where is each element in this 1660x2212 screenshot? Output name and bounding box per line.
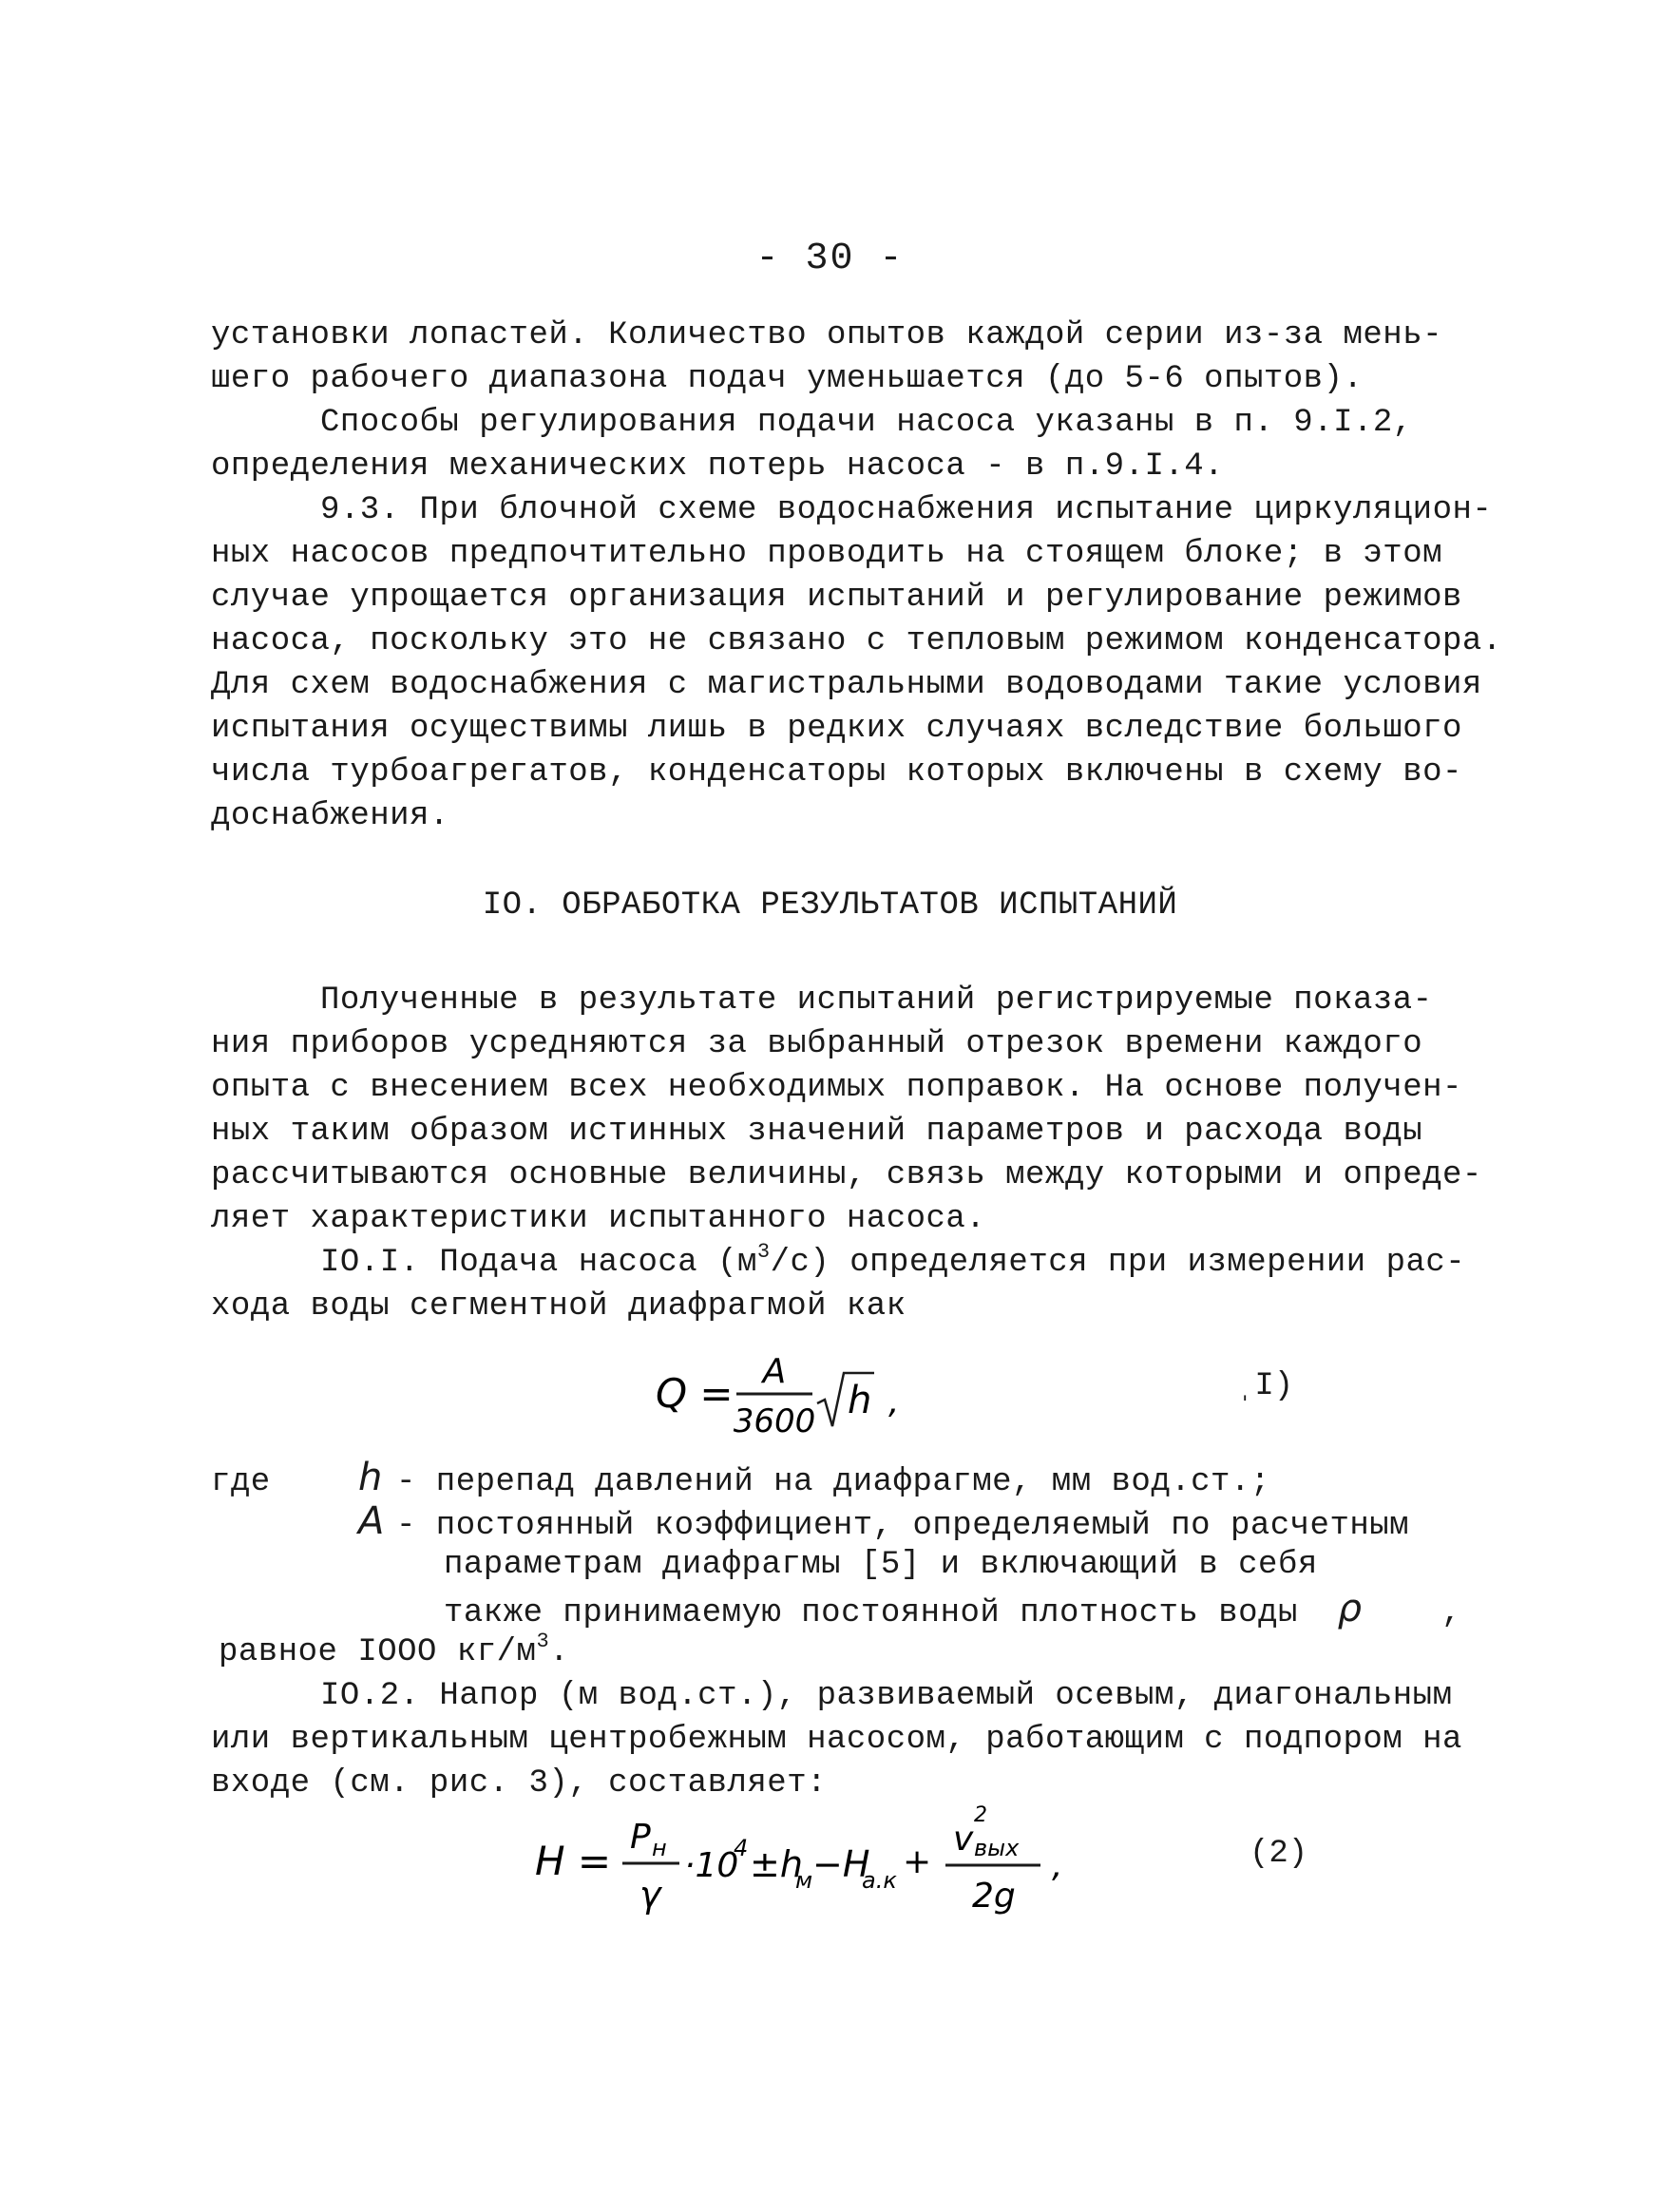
text-line: ных таким образом истинных значений параметров и расхода воды [211,1114,1423,1150]
f2-numerator: v [953,1820,974,1859]
superscript: 3 [536,1630,550,1653]
def-text: - постоянный коэффициент, определяемый по расчетным [396,1508,1410,1544]
paragraph-processing [211,979,1482,1328]
formula-2 [527,1801,1135,1924]
formula-pm: ±h [750,1843,803,1885]
text-line: ния приборов усредняются за выбранный отрезок времени каждого [211,1026,1423,1062]
formula-comma: , [1052,1846,1063,1885]
text-line: случае упрощается организация испытаний и регулирование режимов [211,580,1462,616]
f1-numerator: P [630,1818,651,1857]
paragraph-head [211,1674,1462,1805]
symbol-h: h [358,1456,383,1499]
text-line: насоса, поскольку это не связано с тепловым режимом конденсатора. [211,623,1502,659]
def-text: равное IOOO кг/м [219,1634,537,1670]
equation-number-2: (2) [1250,1836,1308,1872]
formula-mid: ·10 [684,1846,739,1885]
formula-minus-sub: a.к [862,1867,897,1894]
text-line: 9.3. При блочной схеме водоснабжения испытание циркуляцион- [320,492,1493,528]
text-line: шего рабочего диапазона подач уменьшается (до 5-6 опытов). [211,361,1364,397]
text-line: определения механических потерь насоса - в п.9.I.4. [211,448,1225,485]
text-line: входе (см. рис. 3), составляет: [211,1765,828,1802]
equation-number-1: ˌI) [1235,1368,1294,1404]
f2-denominator: 2g [972,1877,1016,1916]
formula-denominator: 3600 [733,1402,816,1440]
f1-denominator: γ [639,1874,661,1916]
def-text: . [549,1634,570,1670]
def-line-h [211,1456,1408,1499]
text-line: Полученные в результате испытаний регистрируемые показа- [320,982,1433,1019]
text-line: рассчитываются основные величины, связь между которыми и опреде- [211,1157,1482,1193]
f1-numerator-sub: н [652,1835,667,1861]
def-line [211,1587,1462,1631]
text-line: испытания осуществимы лишь в редких случаях вследствие большого [211,711,1462,747]
page-number: - 30 - [755,238,905,280]
superscript: 3 [756,1240,771,1264]
text-line: Способы регулирования подачи насоса указаны в п. 9.I.2, [320,405,1413,441]
paragraph-continuation [211,314,1502,838]
formula-radicand: h [848,1379,872,1422]
text-line: хода воды сегментной диафрагмой как [211,1288,906,1325]
formula-mid-sup: 4 [734,1835,749,1861]
text-line: ляет характеристики испытанного насоса. [211,1201,986,1237]
formula-plus: + [903,1842,932,1881]
formula-pm-sub: м [795,1867,813,1894]
def-text: также принимаемую постоянной плотность воды [444,1595,1298,1631]
text-line: числа турбоагрегатов, конденсаторы которых включены в схему во- [211,754,1462,791]
text-line: ных насосов предпочтительно проводить на стоящем блоке; в этом [211,536,1443,572]
def-comma: , [1441,1595,1462,1631]
text-line: Для схем водоснабжения с магистральными водоводами такие условия [211,667,1482,703]
text-line [211,1240,1466,1285]
formula-lhs: Q = [656,1370,734,1417]
text-line: IO.2. Напор (м вод.ст.), развиваемый осевым, диагональным [320,1678,1453,1714]
def-line-a [211,1499,1408,1543]
formula-lhs: H = [535,1838,612,1884]
formula-comma: , [888,1382,900,1421]
def-line [211,1630,1408,1674]
section-heading: IO. ОБРАБОТКА РЕЗУЛЬТАТОВ ИСПЫТАНИЙ [482,887,1178,924]
text-fragment: /с) определяется при измерении рас- [770,1245,1466,1281]
f2-numerator-sub: вых [974,1835,1020,1861]
text-line: установки лопастей. Количество опытов каждой серии из-за мень- [211,317,1443,353]
def-line: параметрам диафрагмы [5] и включающий в себя [444,1547,1318,1583]
text-fragment: IO.I. Подача насоса (м [320,1245,757,1281]
text-line: или вертикальным центробежным насосом, работающим с подпором на [211,1722,1462,1758]
f2-numerator-sup: 2 [974,1803,987,1827]
formula-1 [646,1344,950,1444]
text-line: доснабжения. [211,798,449,834]
definitions [211,1456,1462,1674]
def-text: - перепад давлений на диафрагме, мм вод.ст.; [396,1464,1270,1500]
where-label: где [211,1464,271,1500]
formula-numerator: A [762,1352,787,1391]
text-line: опыта с внесением всех необходимых поправок. На основе получен- [211,1070,1462,1106]
symbol-rho: ρ [1337,1587,1363,1630]
formula-minus: −H [812,1843,870,1885]
symbol-a: A [358,1499,385,1543]
